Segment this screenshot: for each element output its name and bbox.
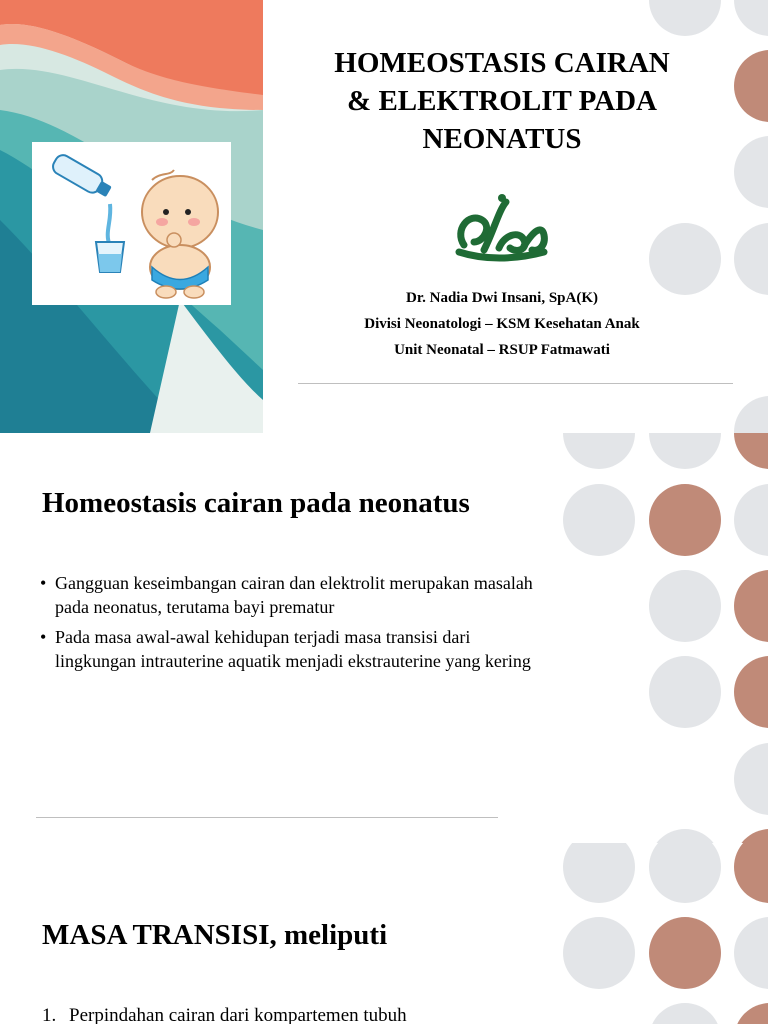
circle-decoration (649, 223, 721, 295)
slide-title: MASA TRANSISI, meliputi (42, 919, 388, 951)
slide-title (300, 44, 704, 158)
list-item (40, 571, 580, 619)
author-name: Dr. Nadia Dwi Insani, SpA(K) (406, 290, 598, 306)
content-slide-masa-transisi (0, 843, 768, 1024)
divider-line (36, 817, 498, 818)
illustration-frame (32, 142, 231, 305)
circle-decoration (734, 50, 768, 122)
list-item (42, 1005, 407, 1024)
circle-decoration (649, 484, 721, 556)
circle-decoration (734, 743, 768, 815)
circle-decoration (734, 433, 768, 469)
bullet-text-line-1: Pada masa awal-awal kehidupan terjadi masa transisi dari (55, 627, 471, 647)
circle-decoration (734, 843, 768, 903)
bullet-text-line-2: lingkungan intrauterine aquatik menjadi ekstrauterine yang kering (55, 651, 531, 671)
circle-decoration (649, 843, 721, 903)
circle-decoration (734, 484, 768, 556)
circle-decoration (649, 0, 721, 36)
bullet-list (40, 571, 580, 679)
content-slide-homeostasis (0, 433, 768, 843)
list-item (40, 625, 580, 673)
circle-decoration (563, 843, 635, 903)
circle-decoration (734, 396, 768, 433)
circle-decoration (734, 1003, 768, 1024)
baby-with-water-bottle-illustration (32, 142, 231, 305)
bullet-text-line-1: Gangguan keseimbangan cairan dan elektrolit merupakan masalah (55, 573, 533, 593)
list-item-number: 1. (42, 1005, 57, 1024)
division-name: Divisi Neonatologi – KSM Kesehatan Anak (364, 316, 640, 332)
unit-name: Unit Neonatal – RSUP Fatmawati (394, 342, 610, 358)
bullet-text-line-2: pada neonatus, terutama bayi prematur (55, 597, 335, 617)
list-item-text: Perpindahan cairan dari kompartemen tubuh (69, 1005, 407, 1024)
circle-decoration (734, 570, 768, 642)
bullet-icon: • (40, 573, 47, 593)
title-line-1: HOMEOSTASIS CAIRAN (334, 47, 670, 79)
circle-decoration (734, 917, 768, 989)
title-slide (0, 0, 768, 433)
rsf-logo-icon (444, 190, 554, 270)
divider-line (298, 383, 733, 384)
title-line-2: & ELEKTROLIT PADA (347, 85, 657, 117)
circle-decoration (649, 570, 721, 642)
circle-decoration (649, 656, 721, 728)
circle-decoration (563, 917, 635, 989)
circle-decoration (649, 433, 721, 469)
circle-decoration (734, 829, 768, 843)
circle-decoration (649, 829, 721, 843)
circle-decoration (734, 136, 768, 208)
circle-decoration (649, 917, 721, 989)
circle-decoration (734, 223, 768, 295)
circle-decoration (734, 656, 768, 728)
circle-decoration (734, 0, 768, 36)
circle-decoration (649, 1003, 721, 1024)
circle-decoration (563, 484, 635, 556)
bullet-icon: • (40, 627, 47, 647)
title-line-3: NEONATUS (422, 123, 582, 155)
slide-title: Homeostasis cairan pada neonatus (42, 487, 470, 519)
circle-decoration (563, 433, 635, 469)
